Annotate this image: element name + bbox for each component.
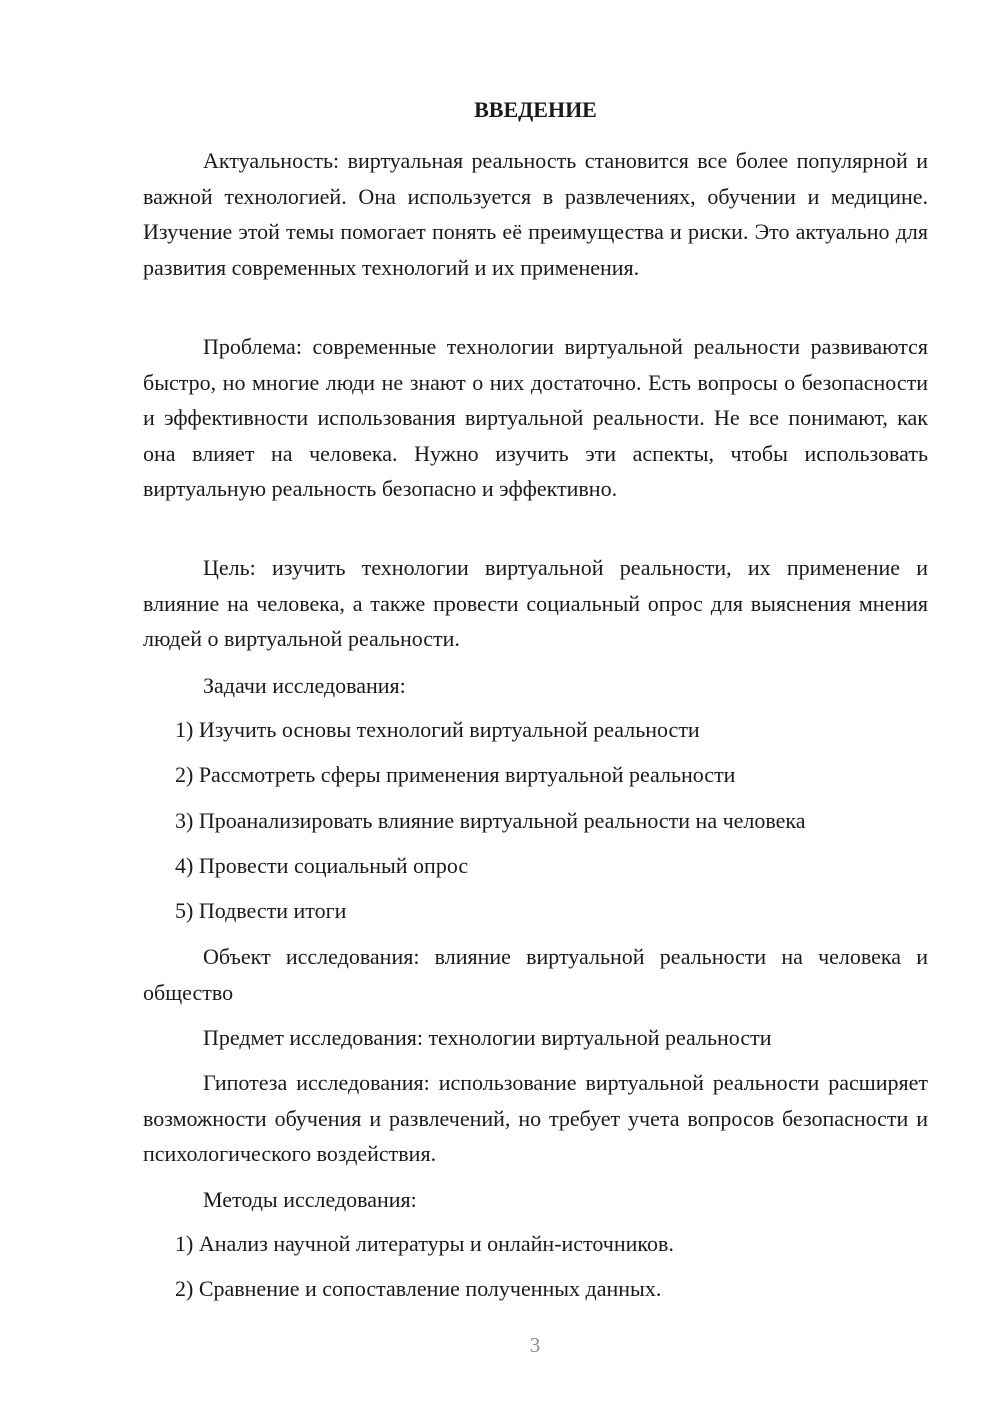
method-item-2: 2) Сравнение и сопоставление полученных данных. xyxy=(175,1276,662,1301)
goal-paragraph: Цель: изучить технологии виртуальной реальности, их применение и влияние на человека, а также провести социальный опрос для выяснения мнения людей о виртуальной реальности. xyxy=(143,555,928,651)
tasks-label: Задачи исследования: xyxy=(203,673,406,698)
task-item-5: 5) Подвести итоги xyxy=(175,898,347,923)
section-heading: ВВЕДЕНИЕ xyxy=(474,97,597,122)
hypothesis-paragraph: Гипотеза исследования: использование виртуальной реальности расширяет возможности обучения и развлечений, но требует учета вопросов безопасности и психологического воздействия. xyxy=(143,1070,928,1166)
object-paragraph: Объект исследования: влияние виртуальной реальности на человека и общество xyxy=(143,944,928,1005)
task-item-1: 1) Изучить основы технологий виртуальной реальности xyxy=(175,717,700,742)
page-number: 3 xyxy=(529,1333,541,1357)
task-item-4: 4) Провести социальный опрос xyxy=(175,853,469,878)
method-item-1: 1) Анализ научной литературы и онлайн-источников. xyxy=(175,1231,674,1256)
problem-paragraph: Проблема: современные технологии виртуальной реальности развиваются быстро, но многие люди не знают о них достаточно. Есть вопросы о безопасности и эффективности использования виртуальной реальности. Не все понимают, как она влияет на человека. Нужно изучить эти аспекты, чтобы использовать виртуальную реальность безопасно и эффективно. xyxy=(143,334,928,501)
relevance-paragraph: Актуальность: виртуальная реальность становится все более популярной и важной технологией. Она используется в развлечениях, обучении и медицине. Изучение этой темы помогает понять её преимущества и риски. Это актуально для развития современных технологий и их применения. xyxy=(143,148,928,280)
task-item-3: 3) Проанализировать влияние виртуальной реальности на человека xyxy=(175,808,806,833)
page-footer xyxy=(0,1333,1000,1358)
task-item-2: 2) Рассмотреть сферы применения виртуальной реальности xyxy=(175,762,736,787)
methods-label: Методы исследования: xyxy=(203,1187,417,1212)
subject-paragraph: Предмет исследования: технологии виртуальной реальности xyxy=(203,1025,772,1050)
